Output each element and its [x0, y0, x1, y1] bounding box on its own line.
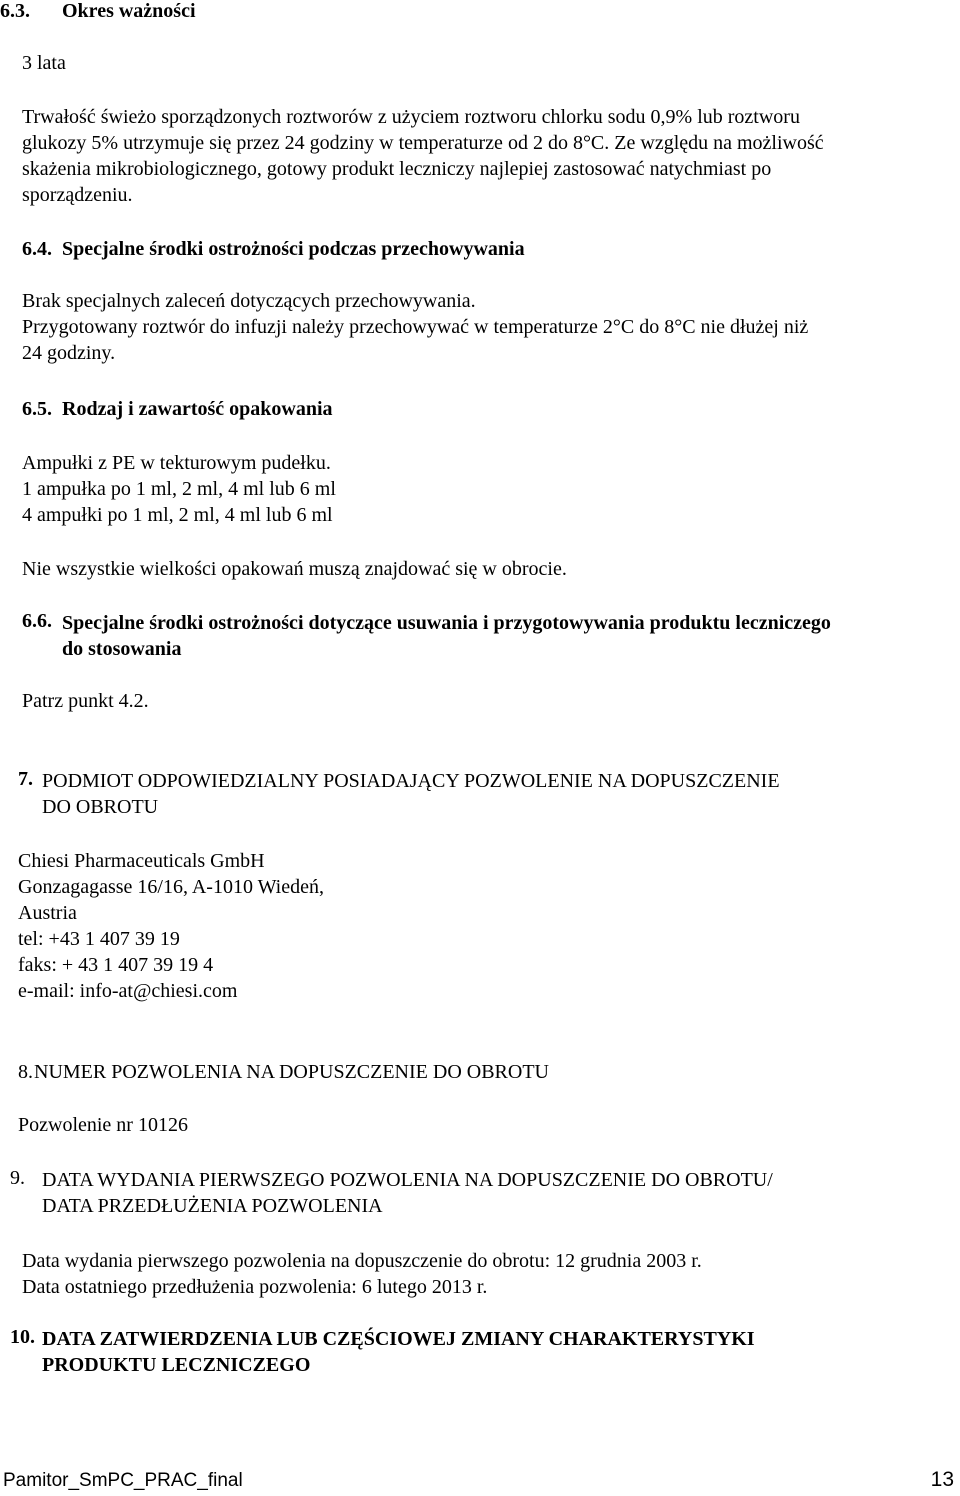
- paragraph-line: Ampułki z PE w tekturowym pudełku.: [22, 452, 331, 474]
- address-line: tel: +43 1 407 39 19: [18, 928, 180, 950]
- section-8-heading: [18, 1061, 960, 1084]
- section-title-line: DATA PRZEDŁUŻENIA POZWOLENIA: [42, 1195, 383, 1217]
- section-number: 6.3.: [0, 0, 30, 22]
- address-line: Austria: [18, 902, 77, 924]
- address-line: faks: + 43 1 407 39 19 4: [18, 954, 214, 976]
- section-number: 6.4.: [22, 238, 52, 260]
- date-line: Data wydania pierwszego pozwolenia na dopuszczenie do obrotu: 12 grudnia 2003 r.: [22, 1250, 702, 1272]
- paragraph-line: Brak specjalnych zaleceń dotyczących przechowywania.: [22, 290, 476, 312]
- section-number: 8.: [18, 1061, 33, 1083]
- section-10-heading: [10, 1326, 960, 1378]
- section-6-6-heading: [22, 610, 960, 662]
- section-title-line: Specjalne środki ostrożności dotyczące usuwania i przygotowywania produktu leczniczego: [62, 612, 831, 634]
- section-title: Specjalne środki ostrożności podczas przechowywania: [62, 238, 525, 260]
- section-9-heading: [10, 1167, 960, 1219]
- package-text: [22, 450, 960, 528]
- paragraph-line: 24 godziny.: [22, 342, 116, 364]
- address-line: Gonzagagasse 16/16, A-1010 Wiedeń,: [18, 876, 324, 898]
- section-title-line: PODMIOT ODPOWIEDZIALNY POSIADAJĄCY POZWOLENIE NA DOPUSZCZENIE: [42, 770, 780, 792]
- authorisation-dates: [22, 1248, 960, 1300]
- section-number: 7.: [18, 768, 33, 790]
- section-7-heading: [18, 768, 960, 820]
- handling-value: Patrz punkt 4.2.: [22, 690, 149, 712]
- paragraph-line: 1 ampułka po 1 ml, 2 ml, 4 ml lub 6 ml: [22, 478, 336, 500]
- paragraph-line: sporządzeniu.: [22, 184, 133, 206]
- package-note: Nie wszystkie wielkości opakowań muszą znajdować się w obrocie.: [22, 558, 567, 580]
- authorisation-number: Pozwolenie nr 10126: [18, 1114, 188, 1136]
- paragraph-line: glukozy 5% utrzymuje się przez 24 godziny w temperaturze od 2 do 8°C. Ze względu na możliwość: [22, 132, 824, 154]
- address-line: Chiesi Pharmaceuticals GmbH: [18, 850, 265, 872]
- section-title: Rodzaj i zawartość opakowania: [62, 398, 333, 420]
- section-title-line: DO OBROTU: [42, 796, 159, 818]
- section-6-5-heading: [22, 398, 960, 421]
- section-number: 6.5.: [22, 398, 52, 420]
- section-6-4-heading: [22, 238, 960, 261]
- paragraph-line: skażenia mikrobiologicznego, gotowy produkt leczniczy najlepiej zastosować natychmiast po: [22, 158, 772, 180]
- section-title-line: DATA WYDANIA PIERWSZEGO POZWOLENIA NA DOPUSZCZENIE DO OBROTU/: [42, 1169, 773, 1191]
- section-number: 9.: [10, 1167, 25, 1189]
- section-number: 6.6.: [22, 610, 52, 632]
- shelf-life-paragraph: [22, 104, 960, 208]
- section-title-line: do stosowania: [62, 638, 182, 660]
- section-title-line: DATA ZATWIERDZENIA LUB CZĘŚCIOWEJ ZMIANY CHARAKTERYSTYKI: [42, 1328, 755, 1350]
- shelf-life-value: 3 lata: [22, 52, 66, 74]
- date-line: Data ostatniego przedłużenia pozwolenia: 6 lutego 2013 r.: [22, 1276, 488, 1298]
- section-6-3-heading: [0, 0, 960, 23]
- footer-page-number: 13: [930, 1468, 954, 1491]
- section-number: 10.: [10, 1326, 35, 1348]
- paragraph-line: 4 ampułki po 1 ml, 2 ml, 4 ml lub 6 ml: [22, 504, 333, 526]
- storage-text: [22, 288, 960, 366]
- address-line: e-mail: info-at@chiesi.com: [18, 980, 238, 1002]
- section-title: Okres ważności: [62, 0, 196, 22]
- paragraph-line: Przygotowany roztwór do infuzji należy przechowywać w temperaturze 2°C do 8°C nie dłużej niż: [22, 316, 809, 338]
- section-title-line: PRODUKTU LECZNICZEGO: [42, 1354, 311, 1376]
- mah-address: [18, 848, 960, 1004]
- paragraph-line: Trwałość świeżo sporządzonych roztworów z użyciem roztworu chlorku sodu 0,9% lub roztworu: [22, 106, 800, 128]
- footer-document-name: Pamitor_SmPC_PRAC_final: [3, 1470, 243, 1491]
- section-title: NUMER POZWOLENIA NA DOPUSZCZENIE DO OBROTU: [34, 1061, 549, 1083]
